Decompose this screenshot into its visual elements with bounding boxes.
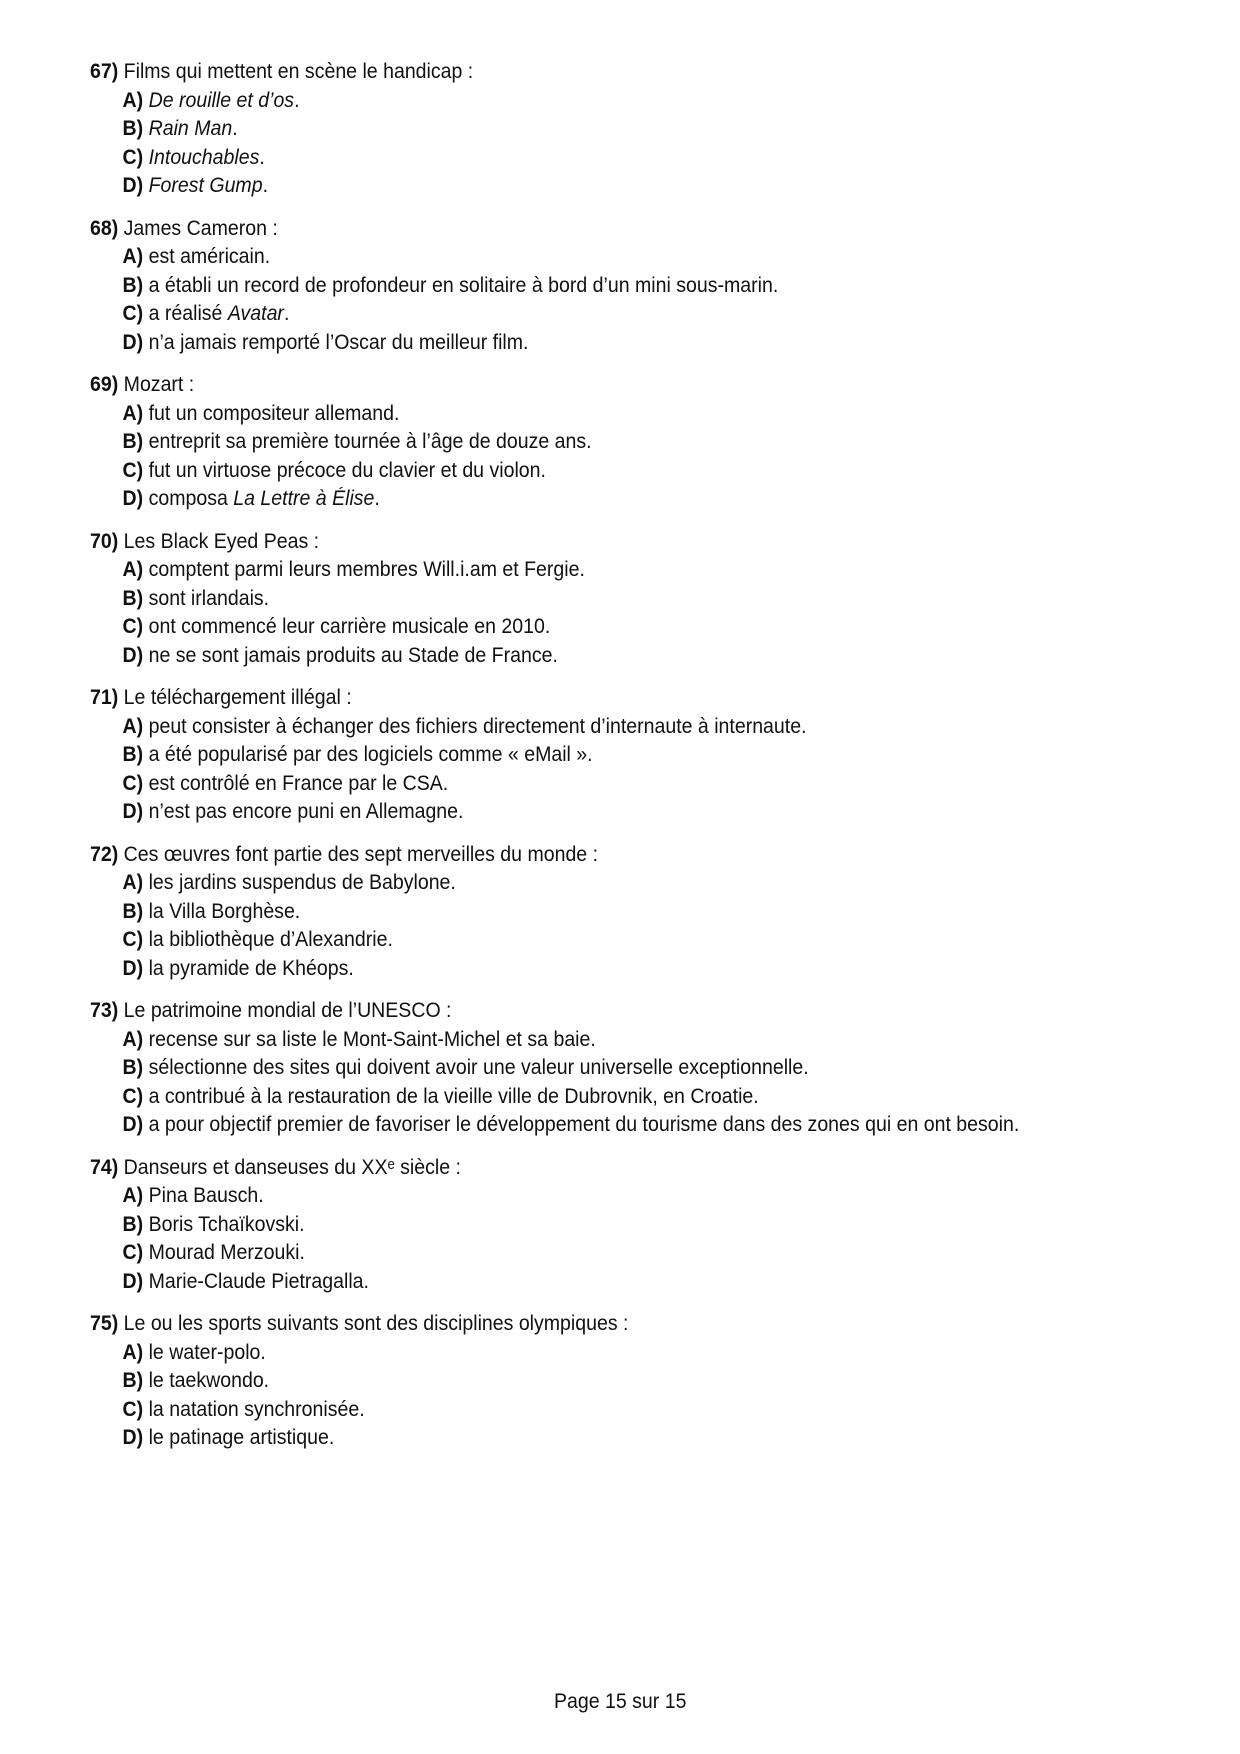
option-letter: B): [122, 743, 144, 766]
option-text: fut un compositeur allemand.: [143, 401, 400, 425]
page-number: Page 15 sur 15: [553, 1690, 687, 1713]
answer-option: [90, 798, 1132, 827]
question-list: [90, 58, 1210, 1467]
question-number: 71): [90, 686, 119, 709]
question-number: 74): [90, 1155, 119, 1179]
question-73: [90, 997, 1210, 1140]
option-text: entreprit sa première tournée à l’âge de douze ans.: [143, 430, 592, 453]
option-text: .: [294, 88, 300, 112]
answer-option: [90, 243, 1132, 272]
answer-option: [90, 457, 1132, 486]
answer-option: [90, 556, 1132, 585]
question-stem: [90, 528, 1132, 557]
question-number: 68): [90, 216, 119, 240]
question-number: 72): [90, 842, 119, 866]
option-text: la bibliothèque d’Alexandrie.: [143, 928, 393, 951]
answer-option: [90, 428, 1132, 457]
option-letter: C): [122, 1397, 144, 1421]
question-text: James Cameron :: [123, 216, 278, 240]
option-letter: B): [122, 117, 144, 140]
option-letter: B): [122, 1212, 144, 1236]
option-text: .: [232, 117, 238, 140]
option-letter: B): [122, 1369, 144, 1392]
question-number: 70): [90, 529, 119, 553]
option-title-italic: La Lettre à Élise: [233, 487, 375, 510]
answer-option: [90, 115, 1132, 144]
option-letter: A): [122, 245, 144, 268]
option-letter: C): [122, 928, 144, 951]
option-title-italic: Rain Man: [148, 117, 233, 140]
answer-option: [90, 485, 1132, 514]
answer-option: [90, 741, 1132, 770]
answer-option: [90, 172, 1132, 201]
option-text: recense sur sa liste le Mont-Saint-Michel et sa baie.: [143, 1027, 596, 1051]
option-letter: A): [122, 871, 144, 894]
option-text: Boris Tchaïkovski.: [143, 1212, 305, 1236]
answer-option: [90, 613, 1132, 642]
answer-option: [90, 272, 1132, 301]
option-letter: A): [122, 88, 144, 112]
option-text: .: [374, 487, 380, 510]
option-title-italic: Intouchables: [148, 145, 260, 169]
answer-option: [90, 1339, 1132, 1368]
option-text: le water-polo.: [143, 1340, 266, 1364]
option-letter: D): [122, 1113, 144, 1136]
question-69: [90, 371, 1210, 514]
question-70: [90, 528, 1210, 671]
question-stem: [90, 841, 1132, 870]
question-text: Les Black Eyed Peas :: [123, 529, 320, 553]
question-text: Le patrimoine mondial de l’UNESCO :: [123, 999, 452, 1022]
option-letter: C): [122, 302, 144, 325]
question-text: Le ou les sports suivants sont des disciplines olympiques :: [123, 1312, 629, 1335]
question-stem: [90, 997, 1132, 1026]
question-stem: [90, 1154, 1132, 1183]
option-text: Pina Bausch.: [143, 1184, 264, 1207]
option-letter: B): [122, 1056, 144, 1079]
option-text: comptent parmi leurs membres Will.i.am et Fergie.: [143, 558, 585, 581]
option-text: ne se sont jamais produits au Stade de France.: [143, 643, 558, 667]
option-text: Mourad Merzouki.: [143, 1241, 305, 1264]
option-letter: C): [122, 1241, 144, 1264]
option-text: Marie-Claude Pietragalla.: [143, 1269, 369, 1293]
option-letter: D): [122, 487, 144, 510]
answer-option: [90, 1026, 1132, 1055]
answer-option: [90, 955, 1132, 984]
question-72: [90, 841, 1210, 984]
option-text: fut un virtuose précoce du clavier et du violon.: [143, 458, 546, 482]
answer-option: [90, 1111, 1132, 1140]
answer-option: [90, 1239, 1132, 1268]
question-number: 69): [90, 373, 119, 396]
option-letter: A): [122, 1184, 144, 1207]
answer-option: [90, 642, 1132, 671]
answer-option: [90, 770, 1132, 799]
question-number: 75): [90, 1312, 119, 1335]
option-text: le patinage artistique.: [143, 1426, 335, 1449]
question-stem: [90, 1310, 1132, 1339]
answer-option: [90, 713, 1132, 742]
question-stem: [90, 58, 1132, 87]
option-text: composa: [143, 487, 234, 510]
question-number: 73): [90, 999, 119, 1022]
answer-option: [90, 1182, 1132, 1211]
question-stem: [90, 684, 1132, 713]
option-letter: A): [122, 714, 144, 738]
option-text: le taekwondo.: [143, 1369, 270, 1392]
option-letter: C): [122, 145, 144, 169]
option-letter: D): [122, 174, 144, 197]
option-letter: A): [122, 401, 144, 425]
option-letter: C): [122, 1084, 144, 1108]
question-75: [90, 1310, 1210, 1453]
option-text: peut consister à échanger des fichiers directement d’internaute à internaute.: [143, 714, 807, 738]
option-text: .: [283, 302, 290, 325]
question-number: 67): [90, 60, 119, 83]
option-text: a été popularisé par des logiciels comme « eMail ».: [143, 743, 593, 766]
option-letter: B): [122, 273, 144, 297]
answer-option: [90, 1268, 1132, 1297]
question-text: Mozart :: [123, 373, 195, 396]
answer-option: [90, 1054, 1132, 1083]
answer-option: [90, 144, 1132, 173]
question-67: [90, 58, 1210, 201]
option-text: les jardins suspendus de Babylone.: [143, 871, 456, 894]
option-text: est contrôlé en France par le CSA.: [143, 771, 449, 795]
question-text: Le téléchargement illégal :: [123, 686, 352, 709]
question-stem: [90, 371, 1132, 400]
option-text: .: [259, 145, 265, 169]
option-letter: A): [122, 1340, 144, 1364]
option-text: la Villa Borghèse.: [143, 899, 301, 923]
option-text: .: [262, 174, 269, 197]
question-74: [90, 1154, 1210, 1297]
option-letter: D): [122, 956, 144, 980]
option-text: a pour objectif premier de favoriser le développement du tourisme dans des zones qui en ont besoin.: [143, 1113, 1020, 1136]
option-letter: D): [122, 800, 144, 823]
option-text: n’a jamais remporté l’Oscar du meilleur film.: [143, 330, 529, 354]
option-text: la natation synchronisée.: [143, 1397, 365, 1421]
option-text: la pyramide de Khéops.: [143, 956, 354, 980]
answer-option: [90, 329, 1132, 358]
option-text: sont irlandais.: [143, 586, 270, 610]
option-letter: D): [122, 643, 144, 667]
option-letter: D): [122, 1426, 144, 1449]
answer-option: [90, 926, 1132, 955]
option-letter: B): [122, 899, 144, 923]
question-text: Danseurs et danseuses du XXᵉ siècle :: [123, 1155, 461, 1179]
answer-option: [90, 400, 1132, 429]
question-68: [90, 215, 1210, 358]
option-text: a réalisé: [143, 302, 228, 325]
question-stem: [90, 215, 1132, 244]
page-footer: [0, 1688, 1240, 1716]
option-title-italic: Avatar: [227, 302, 284, 325]
answer-option: [90, 1211, 1132, 1240]
answer-option: [90, 1083, 1132, 1112]
option-letter: B): [122, 430, 144, 453]
option-letter: A): [122, 1027, 144, 1051]
option-text: n’est pas encore puni en Allemagne.: [143, 800, 464, 823]
option-text: a établi un record de profondeur en solitaire à bord d’un mini sous-marin.: [143, 273, 779, 297]
answer-option: [90, 1367, 1132, 1396]
option-title-italic: De rouille et d’os: [148, 88, 295, 112]
option-text: a contribué à la restauration de la vieille ville de Dubrovnik, en Croatie.: [143, 1084, 759, 1108]
answer-option: [90, 87, 1132, 116]
question-71: [90, 684, 1210, 827]
option-letter: C): [122, 458, 144, 482]
question-text: Films qui mettent en scène le handicap :: [123, 60, 474, 83]
question-text: Ces œuvres font partie des sept merveilles du monde :: [123, 842, 599, 866]
option-letter: A): [122, 558, 144, 581]
option-letter: C): [122, 615, 144, 638]
option-letter: D): [122, 1269, 144, 1293]
answer-option: [90, 869, 1132, 898]
answer-option: [90, 1396, 1132, 1425]
answer-option: [90, 898, 1132, 927]
answer-option: [90, 1424, 1132, 1453]
option-letter: B): [122, 586, 144, 610]
option-title-italic: Forest Gump: [148, 174, 263, 197]
option-text: sélectionne des sites qui doivent avoir une valeur universelle exceptionnelle.: [143, 1056, 809, 1079]
answer-option: [90, 585, 1132, 614]
option-text: est américain.: [143, 245, 271, 268]
option-letter: C): [122, 771, 144, 795]
option-text: ont commencé leur carrière musicale en 2010.: [143, 615, 551, 638]
option-letter: D): [122, 330, 144, 354]
answer-option: [90, 300, 1132, 329]
